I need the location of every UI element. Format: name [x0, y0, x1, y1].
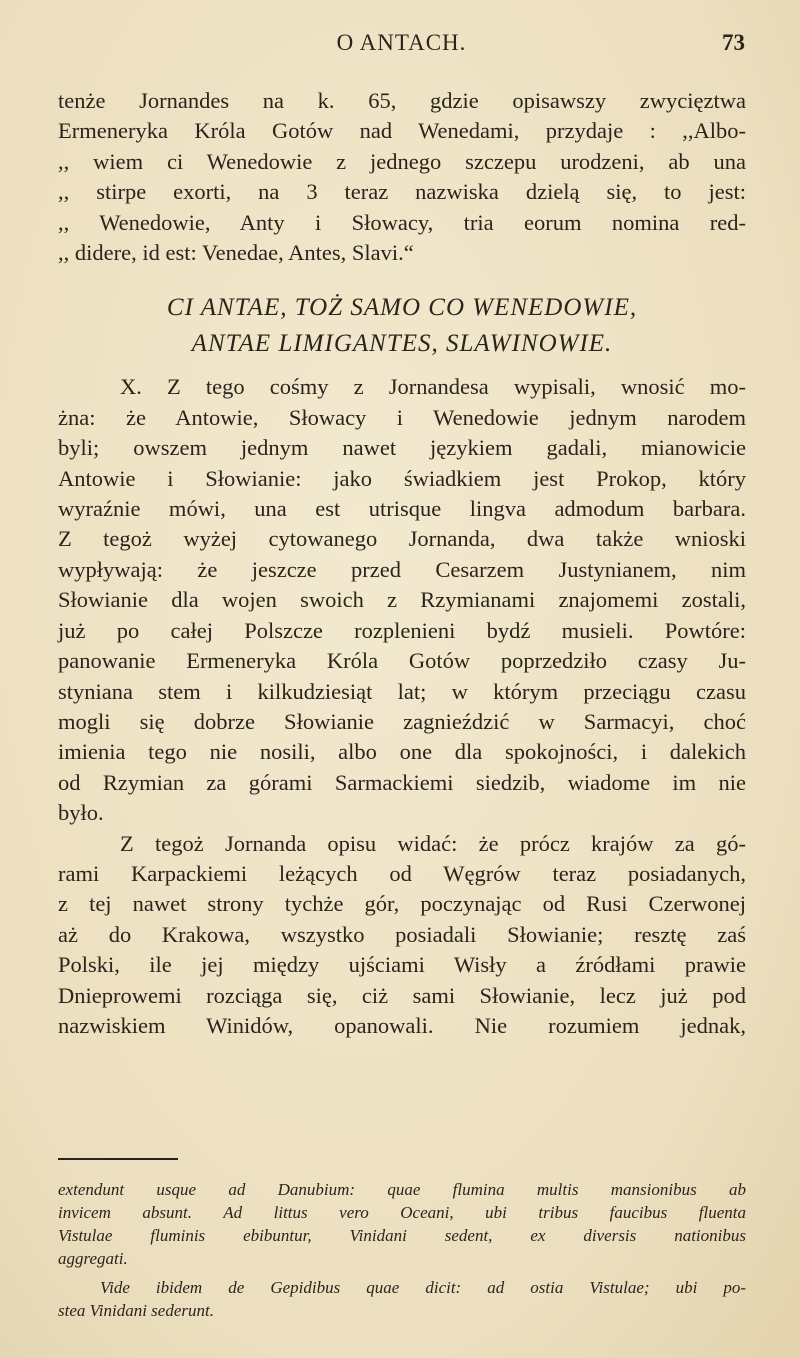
text-line: X. Z tego cośmy z Jornandesa wypisali, wnosić mo- [120, 374, 746, 400]
text-line: od Rzymian za górami Sarmackiemi siedzib, wiadome im nie [58, 769, 746, 795]
text-line: byli; owszem jednym nawet językiem gadali, mianowicie [58, 435, 746, 461]
text-line: wypływają: że jeszcze przed Cesarzem Justynianem, nim [58, 556, 746, 582]
text-line: Polski, ile jej między ujściami Wisły a źródłami prawie [58, 952, 746, 978]
text-line: ,, wiem ci Wenedowie z jednego szczepu urodzeni, ab una [58, 148, 746, 174]
text-line: Dnieprowemi rozciąga się, ciż sami Słowianie, lecz już pod [58, 982, 746, 1008]
text-line: styniana stem i kilkudziesiąt lat; w którym przeciągu czasu [58, 678, 746, 704]
footnotes [58, 1178, 746, 1328]
footnote-line: Vistulae fluminis ebibuntur, Vinidani sedent, ex diversis nationibus [58, 1226, 746, 1245]
text-line: nazwiskiem Winidów, opanowali. Nie rozumiem jednak, [58, 1012, 746, 1038]
text-line: Z tegoż Jornanda opisu widać: że prócz krajów za gó- [120, 830, 746, 856]
running-title: O ANTACH. [336, 30, 467, 55]
text-line: ,, stirpe exorti, na 3 teraz nazwiska dzielą się, to jest: [58, 179, 746, 205]
text-line: Z tegoż wyżej cytowanego Jornanda, dwa także wnioski [58, 526, 746, 552]
footnote-2 [58, 1276, 746, 1322]
paragraph-1 [58, 86, 746, 268]
paragraph-2 [58, 372, 746, 828]
main-text [58, 86, 746, 1041]
footnote-line: invicem absunt. Ad littus vero Oceani, ubi tribus faucibus fluenta [58, 1203, 746, 1222]
text-line: żna: że Antowie, Słowacy i Wenedowie jednym narodem [58, 404, 746, 430]
text-line: ,, Wenedowie, Anty i Słowacy, tria eorum nomina red- [58, 209, 746, 235]
footnote-line: extendunt usque ad Danubium: quae flumina multis mansionibus ab [58, 1180, 746, 1199]
page-number: 73 [722, 30, 745, 55]
text-line: z tej nawet strony tychże gór, poczynając od Rusi Czerwonej [58, 891, 746, 917]
heading-line: ANTAE LIMIGANTES, SLAWINOWIE. [191, 330, 613, 358]
text-line: rami Karpackiemi leżących od Węgrów teraz posiadanych, [58, 860, 746, 886]
text-line: Antowie i Słowianie: jako świadkiem jest Prokop, który [58, 465, 746, 491]
paragraph-3 [58, 829, 746, 1042]
text-line: aż do Krakowa, wszystko posiadali Słowianie; resztę zaś [58, 921, 746, 947]
footnote-line: aggregati. [58, 1249, 128, 1268]
text-line: tenże Jornandes na k. 65, gdzie opisawszy zwycięztwa [58, 88, 746, 113]
footnote-rule [58, 1158, 178, 1160]
running-header [58, 30, 745, 62]
text-line: już po całej Polszcze rozplenieni bydź musieli. Powtóre: [58, 617, 746, 643]
text-line: Ermeneryka Króla Gotów nad Wenedami, przydaje : ,,Albo- [58, 118, 746, 144]
heading-line: CI ANTAE, TOŻ SAMO CO WENEDOWIE, [166, 294, 638, 322]
text-line: ,, didere, id est: Venedae, Antes, Slavi.“ [58, 240, 414, 266]
text-line: wyraźnie mówi, una est utrisque lingva admodum barbara. [58, 496, 746, 522]
footnote-line: stea Vinidani sederunt. [58, 1301, 214, 1320]
text-line: Słowianie dla wojen swoich z Rzymianami znajomemi zostali, [58, 587, 746, 613]
footnote-line: Vide ibidem de Gepidibus quae dicit: ad ostia Vistulae; ubi po- [100, 1278, 746, 1297]
section-heading [58, 290, 746, 362]
text-line: panowanie Ermeneryka Króla Gotów poprzedziło czasy Ju- [58, 648, 746, 674]
text-line: imienia tego nie nosili, albo one dla spokojności, i dalekich [58, 739, 746, 765]
text-line: było. [58, 800, 104, 826]
footnote-1 [58, 1178, 746, 1270]
text-line: mogli się dobrze Słowianie zagnieździć w Sarmacyi, choć [58, 708, 746, 734]
